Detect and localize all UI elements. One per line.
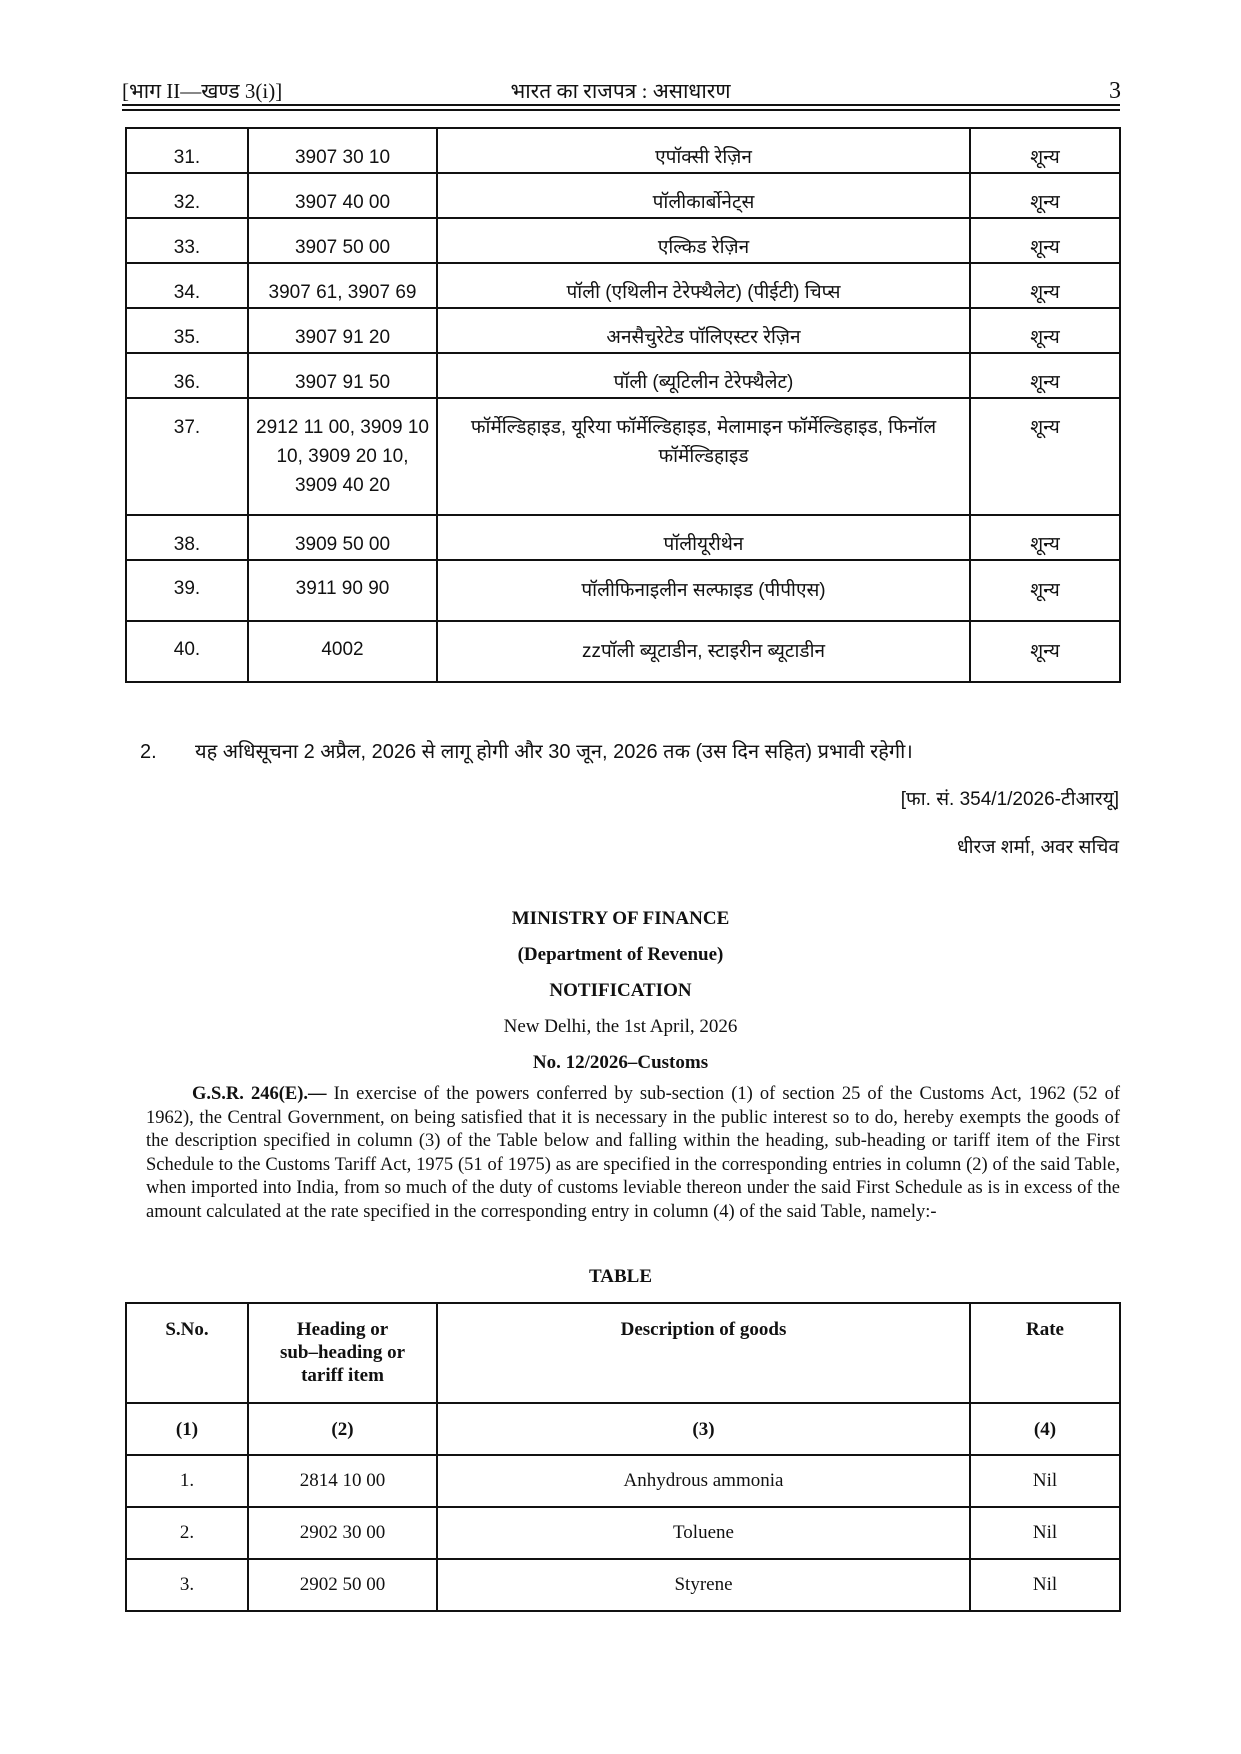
code-cell: 3907 61, 3907 69: [248, 263, 437, 308]
description-cell: Styrene: [437, 1559, 970, 1611]
description-cell: Toluene: [437, 1507, 970, 1559]
table-row: [126, 398, 1120, 515]
code-cell: 3907 30 10: [248, 128, 437, 173]
table-row: [126, 353, 1120, 398]
code-cell: 4002: [248, 621, 437, 682]
header-rule-top: [122, 104, 1120, 106]
sno-cell: 1.: [126, 1455, 248, 1507]
paragraph-text: यह अधिसूचना 2 अप्रैल, 2026 से लागू होगी और 30 जून, 2026 तक (उस दिन सहित) प्रभावी रहेगी।: [195, 741, 913, 763]
sno-cell: 35.: [126, 308, 248, 353]
sno-cell: 38.: [126, 515, 248, 560]
sno-cell: 31.: [126, 128, 248, 173]
header-sno: S.No.: [126, 1303, 248, 1403]
english-tariff-table: [125, 1302, 1121, 1612]
place-date: New Delhi, the 1st April, 2026: [503, 1016, 738, 1037]
rate-cell: शून्य: [970, 263, 1120, 308]
header-rule-bottom: [122, 109, 1120, 111]
hindi-tariff-table: [125, 127, 1121, 683]
description-cell: फॉर्मेल्डिहाइड, यूरिया फॉर्मेल्डिहाइड, मेलामाइन फॉर्मेल्डिहाइड, फिनॉल फॉर्मेल्डिहाइड: [437, 398, 970, 515]
rate-cell: शून्य: [970, 173, 1120, 218]
header-rate: Rate: [970, 1303, 1120, 1403]
code-cell: 3907 40 00: [248, 173, 437, 218]
rate-cell: शून्य: [970, 621, 1120, 682]
sno-cell: 36.: [126, 353, 248, 398]
notification-heading: NOTIFICATION: [549, 980, 692, 1001]
gazette-title: भारत का राजपत्र : असाधारण: [510, 79, 731, 103]
code-cell: 2902 30 00: [248, 1507, 437, 1559]
code-cell: 2912 11 00, 3909 10 10, 3909 20 10, 3909 40 20: [248, 398, 437, 515]
sno-cell: 40.: [126, 621, 248, 682]
rate-cell: Nil: [970, 1507, 1120, 1559]
description-cell: पॉलीकार्बोनेट्स: [437, 173, 970, 218]
table-row: [126, 560, 1120, 621]
column-number: (1): [126, 1403, 248, 1455]
rate-cell: शून्य: [970, 218, 1120, 263]
table-row: [126, 173, 1120, 218]
table-title: TABLE: [588, 1266, 652, 1287]
header-heading: Heading or sub–heading or tariff item: [248, 1303, 437, 1403]
page-number: 3: [1109, 78, 1121, 104]
rate-cell: शून्य: [970, 515, 1120, 560]
notification-number: No. 12/2026–Customs: [532, 1052, 709, 1073]
table-row: [126, 1507, 1120, 1559]
description-cell: पॉलीयूरीथेन: [437, 515, 970, 560]
code-cell: 3907 50 00: [248, 218, 437, 263]
rate-cell: शून्य: [970, 128, 1120, 173]
rate-cell: शून्य: [970, 353, 1120, 398]
description-cell: पॉली (एथिलीन टेरेफ्थैलेट) (पीईटी) चिप्स: [437, 263, 970, 308]
rate-cell: Nil: [970, 1559, 1120, 1611]
description-cell: Anhydrous ammonia: [437, 1455, 970, 1507]
sno-cell: 3.: [126, 1559, 248, 1611]
code-cell: 2902 50 00: [248, 1559, 437, 1611]
table-row: [126, 515, 1120, 560]
sno-cell: 2.: [126, 1507, 248, 1559]
description-cell: पॉलीफिनाइलीन सल्फाइड (पीपीएस): [437, 560, 970, 621]
hindi-signatory: धीरज शर्मा, अवर सचिव: [956, 837, 1119, 858]
table-row: [126, 308, 1120, 353]
hindi-effective-date-paragraph: [140, 737, 913, 764]
table-row: [126, 1455, 1120, 1507]
description-cell: एपॉक्सी रेज़िन: [437, 128, 970, 173]
ministry-heading: MINISTRY OF FINANCE: [511, 908, 730, 929]
column-number: (2): [248, 1403, 437, 1455]
description-cell: zzपॉली ब्यूटाडीन, स्टाइरीन ब्यूटाडीन: [437, 621, 970, 682]
table-row: [126, 128, 1120, 173]
body-text: In exercise of the powers conferred by sub-section (1) of section 25 of the Customs Act, 1962 (52 of 1962), the Central Government, on being satisfied that it is necessary in the public interest so to do, hereby exempts the goods of the description specified in column (3) of the Table below and falling within the heading, sub-heading or tariff item of the First Schedule to the Customs Tariff Act, 1975 (51 of 1975) as are specified in the corresponding entries in column (2) of the said Table, when imported into India, from so much of the duty of customs leviable thereon under the said First Schedule as is in excess of the amount calculated at the rate specified in the corresponding entry in column (4) of the said Table, namely:-: [146, 1084, 1120, 1222]
sno-cell: 32.: [126, 173, 248, 218]
paragraph-number: 2.: [140, 741, 157, 763]
code-cell: 3907 91 20: [248, 308, 437, 353]
gazette-part-label: [भाग II—खण्ड 3(i)]: [122, 79, 283, 103]
code-cell: 2814 10 00: [248, 1455, 437, 1507]
rate-cell: शून्य: [970, 308, 1120, 353]
table-row: [126, 263, 1120, 308]
code-cell: 3907 91 50: [248, 353, 437, 398]
table-row: [126, 1559, 1120, 1611]
sno-cell: 33.: [126, 218, 248, 263]
description-cell: अनसैचुरेटेड पॉलिएस्टर रेज़िन: [437, 308, 970, 353]
sno-cell: 37.: [126, 398, 248, 515]
code-cell: 3911 90 90: [248, 560, 437, 621]
table-row: [126, 218, 1120, 263]
sno-cell: 34.: [126, 263, 248, 308]
column-number-row: [126, 1403, 1120, 1455]
description-cell: एल्किड रेज़िन: [437, 218, 970, 263]
rate-cell: Nil: [970, 1455, 1120, 1507]
table-row: [126, 621, 1120, 682]
department-heading: (Department of Revenue): [517, 944, 724, 965]
description-cell: पॉली (ब्यूटिलीन टेरेफ्थैलेट): [437, 353, 970, 398]
table-header-row: [126, 1303, 1120, 1403]
rate-cell: शून्य: [970, 398, 1120, 515]
header-description: Description of goods: [437, 1303, 970, 1403]
column-number: (4): [970, 1403, 1120, 1455]
rate-cell: शून्य: [970, 560, 1120, 621]
sno-cell: 39.: [126, 560, 248, 621]
hindi-file-number: [फा. सं. 354/1/2026-टीआरयू]: [900, 789, 1119, 810]
code-cell: 3909 50 00: [248, 515, 437, 560]
gsr-number: G.S.R. 246(E).—: [192, 1084, 327, 1104]
column-number: (3): [437, 1403, 970, 1455]
notification-body: [146, 1083, 1120, 1224]
